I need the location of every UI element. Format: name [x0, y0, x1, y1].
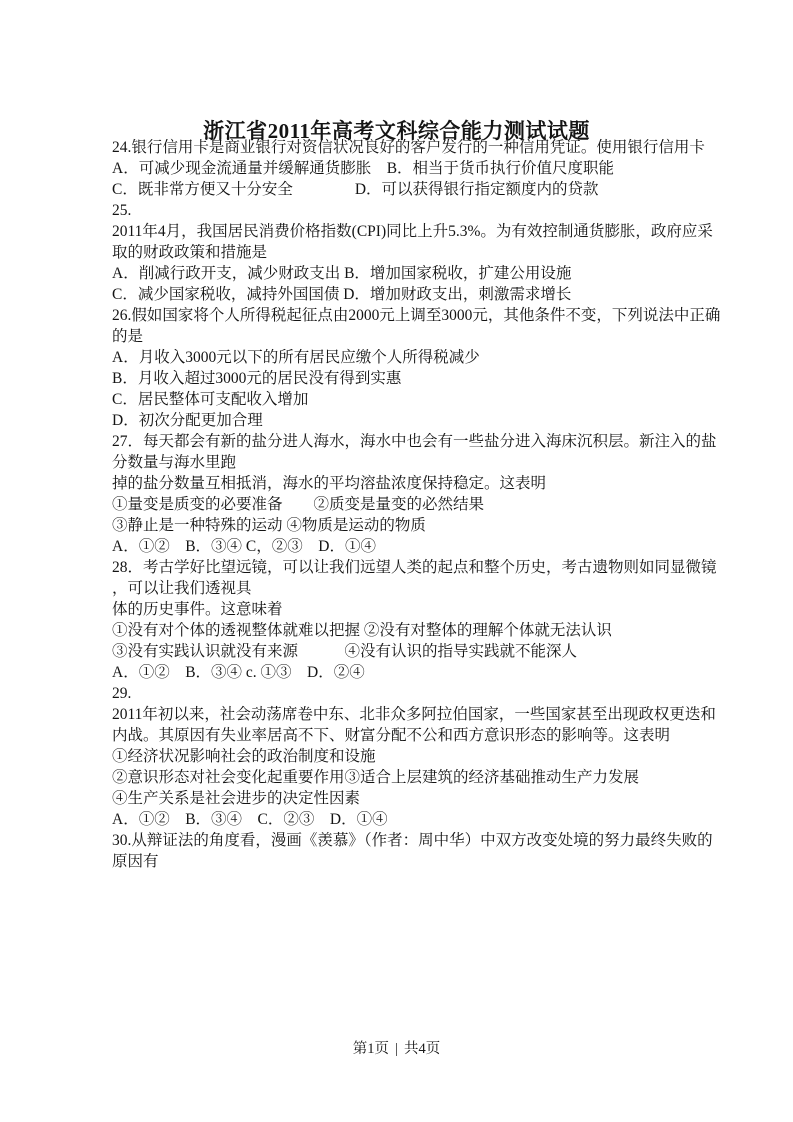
- options-line: A．削减行政开支，减少财政支出 B．增加国家税收，扩建公用设施: [112, 265, 572, 282]
- question-line: 的是: [112, 328, 144, 345]
- statements-line: ③没有实践认识就没有来源 ④没有认识的指导实践就不能深人: [112, 643, 578, 660]
- question-number-line: 25.: [112, 202, 132, 219]
- exam-title: 浙江省2011年高考文科综合能力测试试题: [203, 119, 590, 144]
- question-line: 26.假如国家将个人所得税起征点由2000元上调至3000元，其他条件不变，下列说法中正确: [112, 307, 721, 324]
- question-line: 掉的盐分数量互相抵消，海水的平均溶盐浓度保持稳定。这表明: [112, 475, 547, 492]
- statements-line: ②意识形态对社会变化起重要作用③适合上层建筑的经济基础推动生产力发展: [112, 769, 640, 786]
- options-line: C．既非常方便又十分安全 D．可以获得银行指定额度内的贷款: [112, 181, 599, 198]
- statements-line: ④生产关系是社会进步的决定性因素: [112, 790, 361, 807]
- options-line: A．①② B．③④ C．②③ D．①④: [112, 811, 388, 828]
- footer-divider: |: [395, 1041, 398, 1057]
- question-line: 体的历史事件。这意味着: [112, 601, 283, 618]
- question-line: ，可以让我们透视具: [112, 580, 252, 597]
- question-line: 27．每天都会有新的盐分进人海水，海水中也会有一些盐分进入海床沉积层。新注入的盐: [112, 433, 717, 450]
- options-line: D．初次分配更加合理: [112, 412, 263, 429]
- statements-line: ③静止是一种特殊的运动 ④物质是运动的物质: [112, 517, 426, 534]
- exam-body: [112, 137, 721, 872]
- question-line: 2011年4月，我国居民消费价格指数(CPI)同比上升5.3%。为有效控制通货膨胀，政府应采: [112, 223, 713, 240]
- options-line: C．居民整体可支配收入增加: [112, 391, 309, 408]
- question-number-line: 29.: [112, 685, 132, 702]
- question-30: [112, 830, 713, 872]
- question-line: 28．考古学好比望远镜，可以让我们远望人类的起点和整个历史，考古遗物则如同显微镜: [112, 559, 717, 576]
- options-line: A．①② B．③④ c. ①③ D．②④: [112, 664, 365, 681]
- statements-line: ①没有对个体的透视整体就难以把握 ②没有对整体的理解个体就无法认识: [112, 622, 612, 639]
- question-line: 24.银行信用卡是商业银行对资信状况良好的客户发行的一种信用凭证。使用银行信用卡: [112, 139, 705, 156]
- statements-line: ①经济状况影响社会的政治制度和设施: [112, 748, 376, 765]
- question-line: 内战。其原因有失业率居高不下、财富分配不公和西方意识形态的影响等。这表明: [112, 727, 671, 744]
- options-line: A．可减少现金流通量并缓解通货膨胀 B．相当于货币执行价值尺度职能: [112, 160, 615, 177]
- question-line: 30.从辩证法的角度看，漫画《羡慕》（作者：周中华）中双方改变处境的努力最终失败的: [112, 832, 713, 849]
- options-line: A．月收入3000元以下的所有居民应缴个人所得税减少: [112, 349, 480, 366]
- footer-page-total: 共4页: [403, 1041, 441, 1057]
- options-line: B．月收入超过3000元的居民没有得到实惠: [112, 370, 402, 387]
- question-24: [112, 137, 705, 200]
- question-29: [112, 683, 716, 830]
- options-line: A．①② B．③④ C，②③ D．①④: [112, 538, 376, 555]
- question-line: 2011年初以来，社会动荡席卷中东、北非众多阿拉伯国家，一些国家甚至出现政权更迭和: [112, 706, 716, 723]
- options-line: C．减少国家税收，减持外国国债 D．增加财政支出，刺激需求增长: [112, 286, 572, 303]
- footer-page-current: 第1页: [352, 1041, 390, 1057]
- question-line: 原因有: [112, 853, 159, 870]
- question-28: [112, 557, 717, 683]
- statements-line: ①量变是质变的必要准备 ②质变是量变的必然结果: [112, 496, 485, 513]
- question-26: [112, 305, 721, 431]
- page-footer: [0, 1037, 793, 1058]
- question-25: [112, 200, 713, 305]
- question-27: [112, 431, 717, 557]
- question-line: 分数量与海水里跑: [112, 454, 237, 471]
- question-line: 取的财政政策和措施是: [112, 244, 268, 261]
